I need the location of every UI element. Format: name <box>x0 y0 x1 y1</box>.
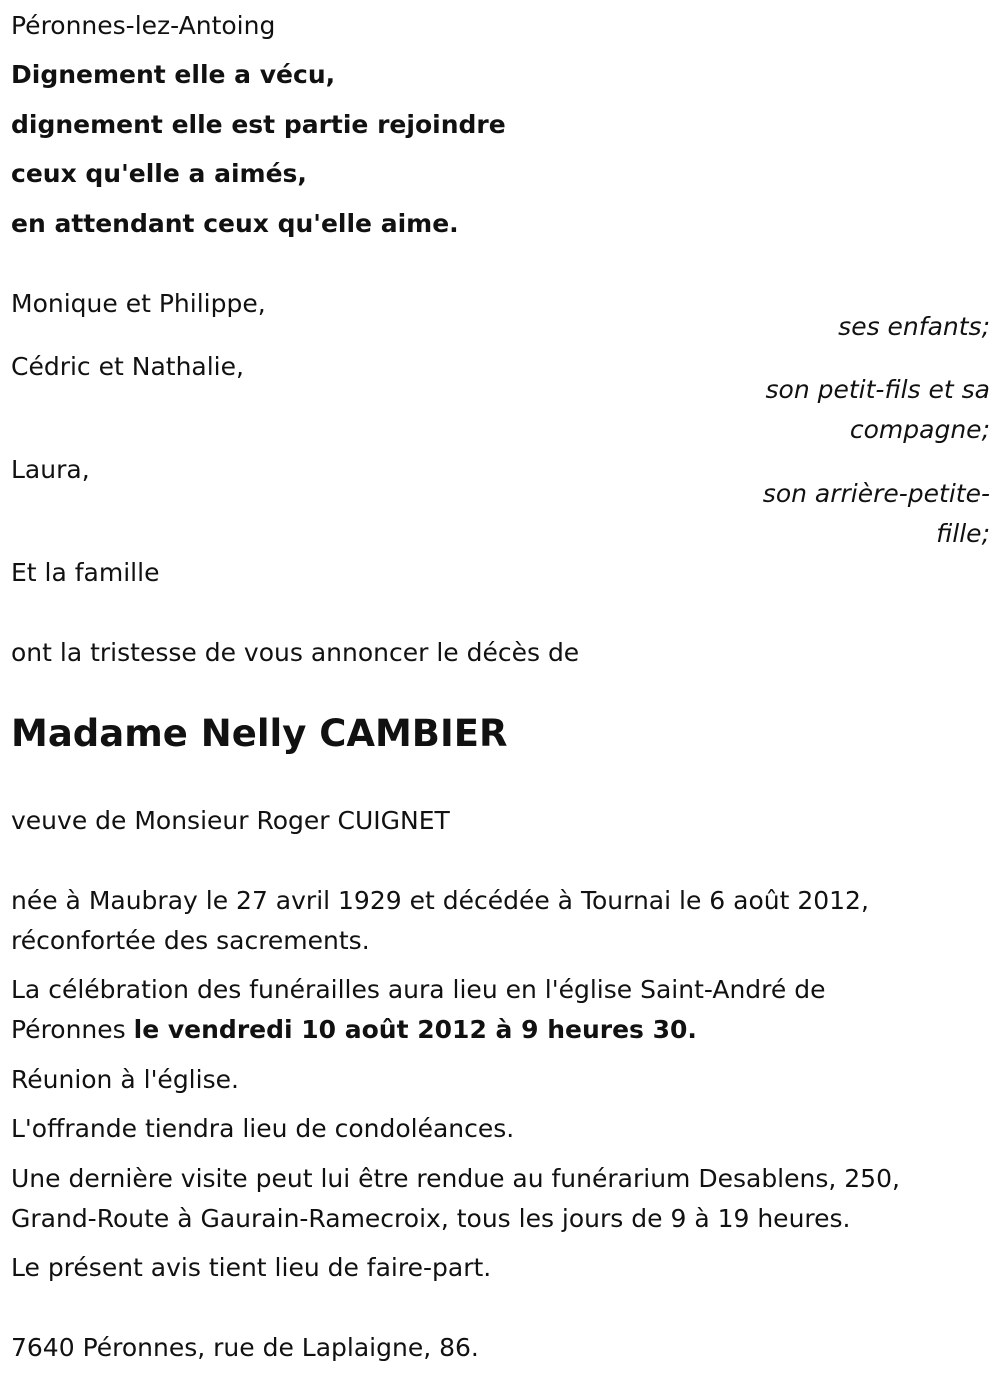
birth-death-line-2: réconfortée des sacrements. <box>11 926 370 955</box>
family-relation-children: ses enfants; <box>838 312 990 341</box>
family-relation-grandson-line2: compagne; <box>849 415 990 444</box>
visit-line-1: Une dernière visite peut lui être rendue au funérarium Desablens, 250, <box>11 1164 900 1193</box>
poem-line-2: dignement elle est partie rejoindre <box>11 110 506 139</box>
family-relation-grandson-line1: son petit-fils et sa <box>765 375 990 404</box>
location: Péronnes-lez-Antoing <box>11 11 276 40</box>
family-names-children: Monique et Philippe, <box>11 289 266 318</box>
funeral-line-2 <box>11 1010 697 1050</box>
family-relation-greatgranddaughter-line2: fille; <box>936 519 990 548</box>
poem-line-1: Dignement elle a vécu, <box>11 60 336 89</box>
poem-line-4: en attendant ceux qu'elle aime. <box>11 209 459 238</box>
funeral-place: Péronnes <box>11 1015 126 1044</box>
family-others: Et la famille <box>11 558 160 587</box>
deceased-name: Madame Nelly CAMBIER <box>11 712 508 755</box>
funeral-line-1: La célébration des funérailles aura lieu en l'église Saint-André de <box>11 975 826 1004</box>
family-relation-greatgranddaughter-line1: son arrière-petite- <box>762 479 990 508</box>
visit-line-2: Grand-Route à Gaurain-Ramecroix, tous les jours de 9 à 19 heures. <box>11 1204 851 1233</box>
notice: Le présent avis tient lieu de faire-part. <box>11 1253 492 1282</box>
birth-death-line-1: née à Maubray le 27 avril 1929 et décédée à Tournai le 6 août 2012, <box>11 886 869 915</box>
offering-info: L'offrande tiendra lieu de condoléances. <box>11 1114 515 1143</box>
poem-line-3: ceux qu'elle a aimés, <box>11 159 307 188</box>
announcement: ont la tristesse de vous annoncer le décès de <box>11 638 580 667</box>
meeting-info: Réunion à l'église. <box>11 1065 239 1094</box>
widow-of: veuve de Monsieur Roger CUIGNET <box>11 806 450 835</box>
family-names-grandson: Cédric et Nathalie, <box>11 352 244 381</box>
family-names-greatgranddaughter: Laura, <box>11 455 90 484</box>
address: 7640 Péronnes, rue de Laplaigne, 86. <box>11 1333 479 1362</box>
funeral-datetime: le vendredi 10 août 2012 à 9 heures 30. <box>133 1015 697 1044</box>
